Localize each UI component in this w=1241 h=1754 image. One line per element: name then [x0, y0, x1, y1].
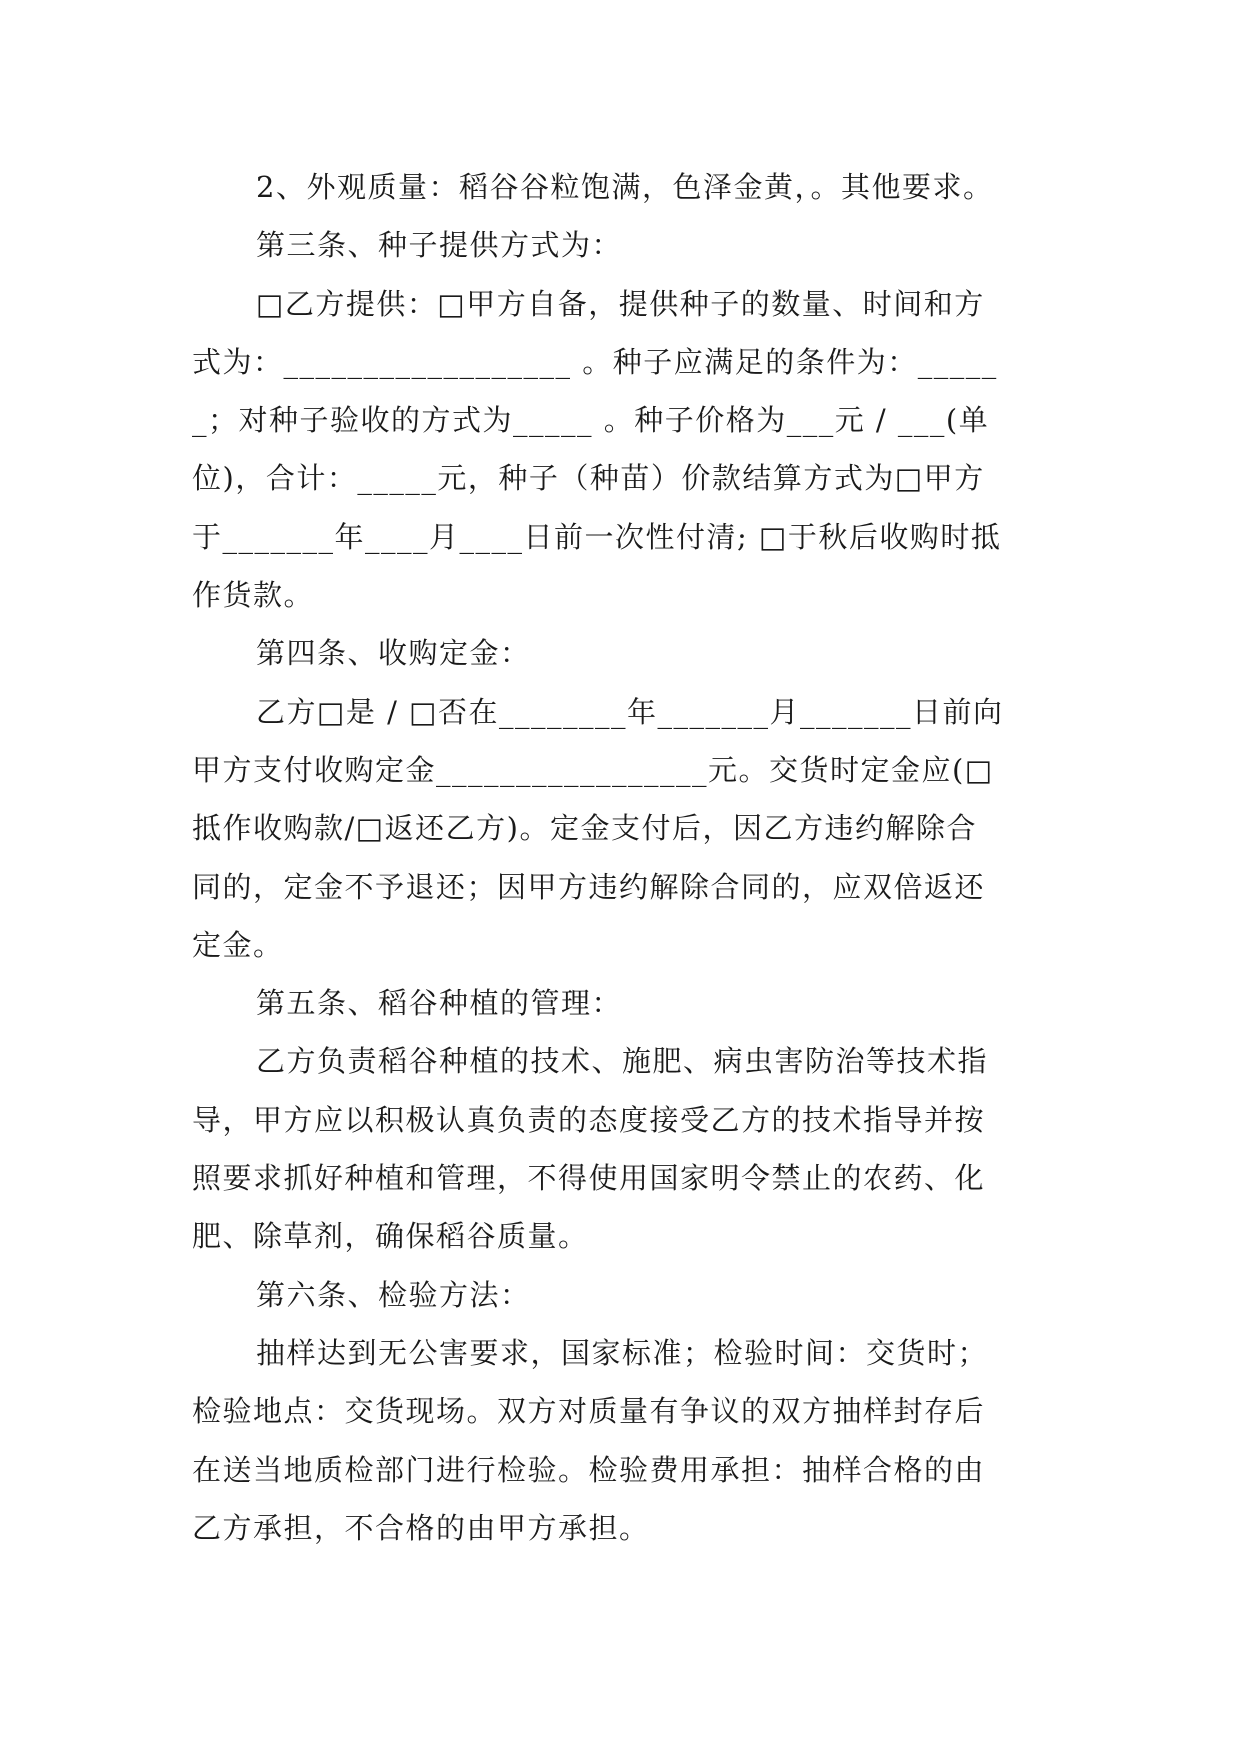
text-line: 肥、除草剂，确保稻谷质量。	[192, 1219, 589, 1254]
section-heading: 第四条、收购定金：	[256, 636, 531, 671]
text-line: □乙方提供：□甲方自备，提供种子的数量、时间和方	[256, 286, 985, 321]
text-line: 抵作收购款/□返还乙方)。定金支付后，因乙方违约解除合	[192, 811, 977, 846]
text-line: 作货款。	[192, 578, 315, 613]
text-line: 乙方负责稻谷种植的技术、施肥、病虫害防治等技术指	[256, 1044, 989, 1079]
text-line: 照要求抓好种植和管理，不得使用国家明令禁止的农药、化	[192, 1161, 986, 1196]
text-line: 位)，合计：_____元，种子（种苗）价款结算方式为□甲方	[192, 461, 985, 496]
text-line: 2、外观质量：稻谷谷粒饱满，色泽金黄，。其他要求。	[256, 170, 994, 204]
text-line: 甲方支付收购定金_________________元。交货时定金应(□	[192, 752, 994, 787]
text-line: 于_______年____月____日前一次性付清; □于秋后收购时抵	[192, 519, 1002, 554]
section-heading: 第三条、种子提供方式为：	[256, 228, 623, 263]
document-body	[192, 158, 1092, 1557]
text-line: 乙方承担，不合格的由甲方承担。	[192, 1510, 650, 1545]
text-line: 在送当地质检部门进行检验。检验费用承担：抽样合格的由	[192, 1452, 986, 1487]
text-line: 抽样达到无公害要求，国家标准；检验时间：交货时；	[256, 1335, 989, 1370]
section-heading: 第六条、检验方法：	[256, 1277, 531, 1312]
section-heading: 第五条、稻谷种植的管理：	[256, 986, 623, 1021]
text-line: 同的，定金不予退还；因甲方违约解除合同的，应双倍返还	[192, 869, 986, 904]
text-line: 检验地点：交货现场。双方对质量有争议的双方抽样封存后	[192, 1394, 986, 1429]
text-line: 定金。	[192, 927, 284, 962]
text-line: 导，甲方应以积极认真负责的态度接受乙方的技术指导并按	[192, 1102, 986, 1137]
text-line: _；对种子验收的方式为_____ 。种子价格为___元 / ___(单	[192, 403, 990, 438]
text-line: 乙方□是 / □否在________年_______月_______日前向	[256, 694, 1004, 729]
text-line: 式为：__________________ 。种子应满足的条件为：_____	[192, 344, 998, 379]
